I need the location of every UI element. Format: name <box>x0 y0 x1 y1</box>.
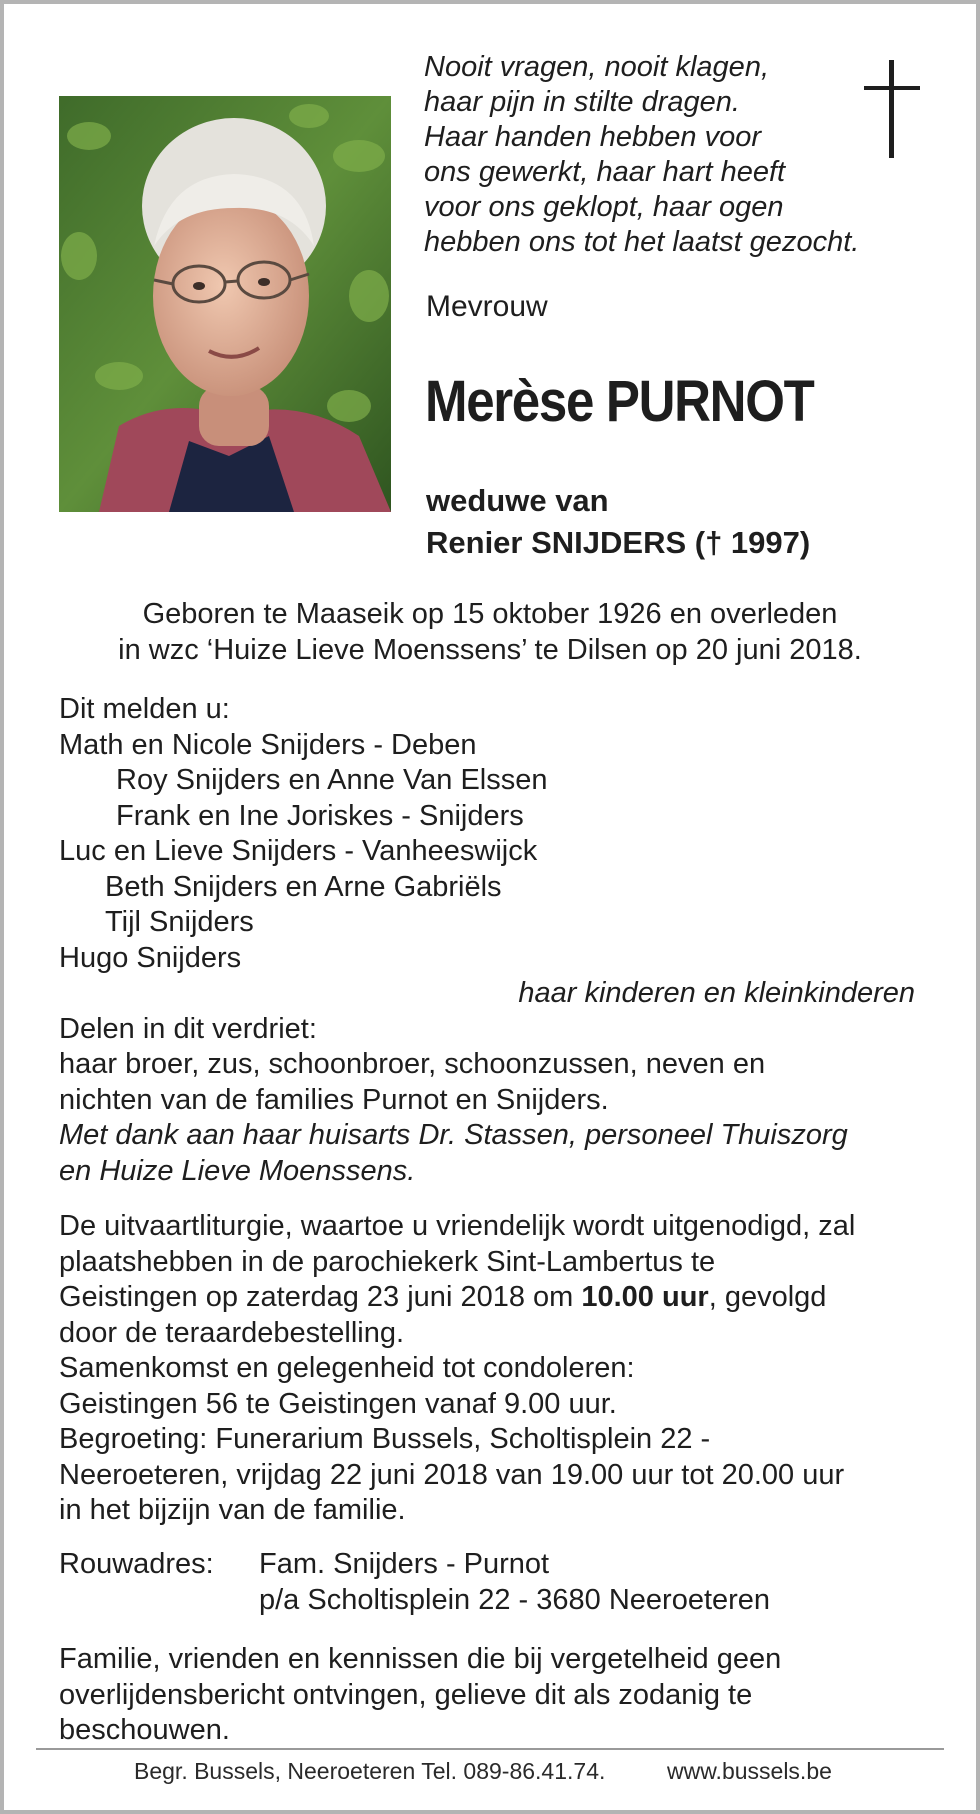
death-line: in wzc ‘Huize Lieve Moenssens’ te Dilsen op 20 juni 2018. <box>118 634 862 666</box>
announcement-section <box>59 692 939 1189</box>
poem-line: hebben ons tot het laatst gezocht. <box>424 226 860 258</box>
visitation-line: Neeroeteren, vrijdag 22 juni 2018 van 19.00 uur tot 20.00 uur <box>59 1458 845 1491</box>
announce-intro: Dit melden u: <box>59 693 230 725</box>
relation-label: haar kinderen en kleinkinderen <box>518 977 915 1009</box>
poem-line: Nooit vragen, nooit klagen, <box>424 51 769 83</box>
deceased-name: Merèse PURNOT <box>425 369 814 434</box>
funeral-line: plaatshebben in de parochiekerk Sint-Lambertus te <box>59 1245 716 1278</box>
poem-line: Haar handen hebben voor <box>424 121 761 153</box>
widow-of <box>426 480 810 564</box>
address-label: Rouwadres: <box>59 1548 214 1580</box>
family-line: Beth Snijders en Arne Gabriëls <box>105 870 502 903</box>
portrait-photo <box>59 96 391 512</box>
footer-company: Begr. Bussels, Neeroeteren Tel. 089-86.41.74. <box>134 1758 606 1784</box>
poem-line: voor ons geklopt, haar ogen <box>424 191 784 223</box>
widow-label: weduwe van <box>426 483 609 518</box>
closing-line: Familie, vrienden en kennissen die bij vergetelheid geen <box>59 1643 782 1675</box>
footer-website[interactable]: www.bussels.be <box>667 1758 832 1784</box>
condolence-line: Samenkomst en gelegenheid tot condoleren: <box>59 1352 635 1384</box>
sharing-line: nichten van de families Purnot en Snijders. <box>59 1083 609 1116</box>
funeral-line: De uitvaartliturgie, waartoe u vriendelijk wordt uitgenodigd, zal <box>59 1210 856 1242</box>
funeral-text: , gevolgd <box>708 1281 827 1313</box>
closing-line: overlijdensbericht ontvingen, gelieve dit als zodanig te <box>59 1678 753 1711</box>
cross-icon <box>864 60 920 160</box>
mourning-address <box>59 1546 939 1618</box>
funeral-section <box>59 1209 939 1529</box>
visitation-line: in het bijzijn van de familie. <box>59 1494 406 1526</box>
family-line: Math en Nicole Snijders - Deben <box>59 728 477 761</box>
thanks-line: Met dank aan haar huisarts Dr. Stassen, personeel Thuiszorg <box>59 1119 848 1151</box>
family-line: Frank en Ine Joriskes - Snijders <box>116 799 524 832</box>
condolence-line: Geistingen 56 te Geistingen vanaf 9.00 uur. <box>59 1387 617 1420</box>
thanks-line: en Huize Lieve Moenssens. <box>59 1154 416 1187</box>
closing-line: beschouwen. <box>59 1714 230 1746</box>
birth-death-info <box>40 596 940 668</box>
address-lines <box>259 1546 770 1618</box>
funeral-time: 10.00 uur <box>581 1281 709 1313</box>
funeral-line <box>59 1280 939 1316</box>
address-line: p/a Scholtisplein 22 - 3680 Neeroeteren <box>259 1584 771 1616</box>
closing-note <box>59 1642 939 1749</box>
spouse-name: Renier SNIJDERS († 1997) <box>426 525 811 560</box>
footer-divider <box>36 1748 944 1750</box>
sharing-line: haar broer, zus, schoonbroer, schoonzussen, neven en <box>59 1048 766 1080</box>
poem-line: ons gewerkt, haar hart heeft <box>424 156 786 188</box>
family-line: Luc en Lieve Snijders - Vanheeswijck <box>59 835 538 867</box>
family-line: Roy Snijders en Anne Van Elssen <box>116 764 548 796</box>
sharing-intro: Delen in dit verdriet: <box>59 1012 317 1045</box>
family-line: Tijl Snijders <box>105 906 254 938</box>
address-line: Fam. Snijders - Purnot <box>259 1548 550 1580</box>
poem-line: haar pijn in stilte dragen. <box>424 86 740 118</box>
funeral-line: door de teraardebestelling. <box>59 1316 405 1349</box>
visitation-line: Begroeting: Funerarium Bussels, Scholtisplein 22 - <box>59 1423 711 1455</box>
family-line: Hugo Snijders <box>59 941 242 974</box>
honorific: Mevrouw <box>426 290 548 323</box>
funeral-text: Geistingen op zaterdag 23 juni 2018 om <box>59 1281 582 1313</box>
birth-line: Geboren te Maaseik op 15 oktober 1926 en overleden <box>142 598 838 630</box>
